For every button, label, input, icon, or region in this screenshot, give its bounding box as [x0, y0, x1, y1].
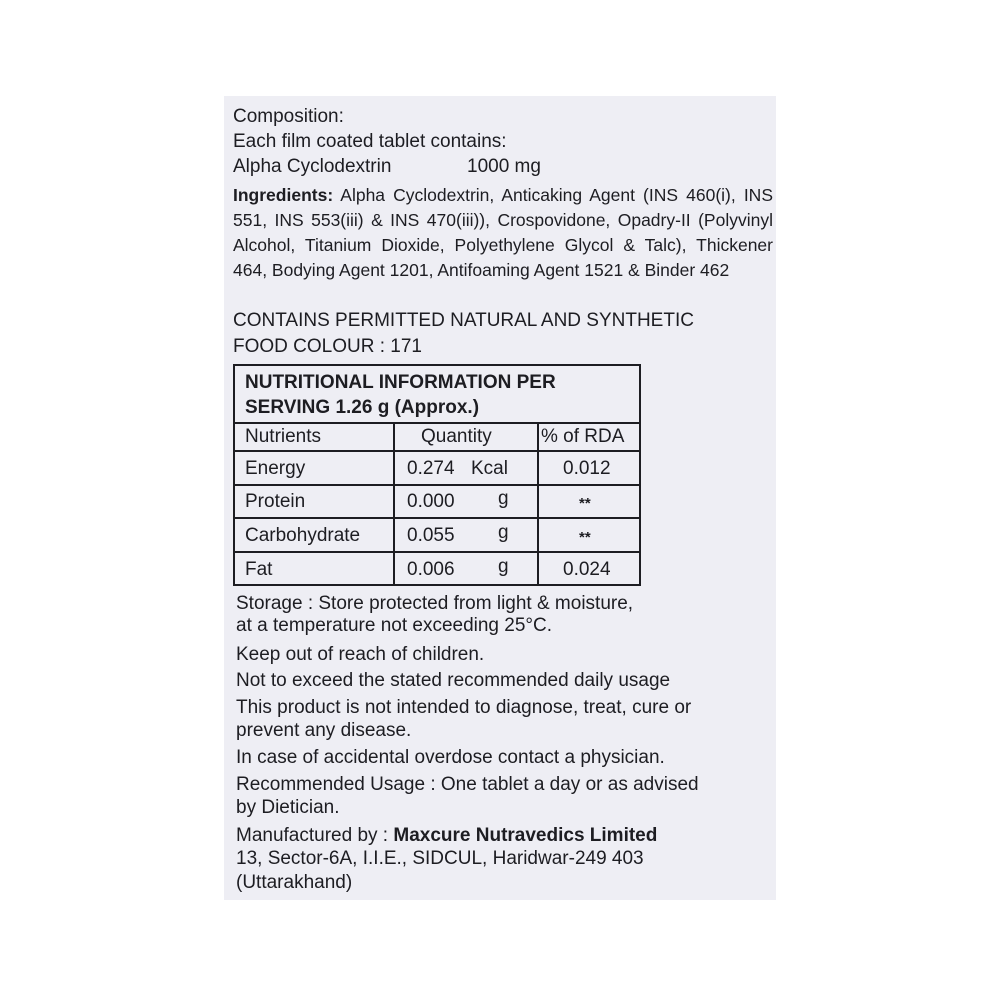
nutrition-title-line2: SERVING 1.26 g (Approx.)	[245, 397, 480, 418]
ingredients-label: Ingredients:	[233, 185, 334, 205]
ingredients-paragraph	[233, 183, 773, 283]
nutrient-value: 0.000	[407, 491, 455, 512]
usage-line2: by Dietician.	[236, 797, 340, 818]
manufacturer-address-line1: 13, Sector-6A, I.I.E., SIDCUL, Haridwar-249 403	[236, 848, 644, 869]
composition-heading: Composition:	[233, 106, 344, 127]
nutrient-value: 0.006	[407, 559, 455, 580]
nutrition-title-line1: NUTRITIONAL INFORMATION PER	[245, 372, 556, 393]
colour-notice-line2: FOOD COLOUR : 171	[233, 336, 422, 357]
colour-notice-line1: CONTAINS PERMITTED NATURAL AND SYNTHETIC	[233, 310, 694, 331]
table-rule	[235, 422, 639, 424]
table-rule	[235, 484, 639, 486]
warning-overdose: In case of accidental overdose contact a physician.	[236, 747, 665, 768]
disclaimer-line1: This product is not intended to diagnose, treat, cure or	[236, 697, 692, 718]
nutrient-value: 0.055	[407, 525, 455, 546]
disclaimer-line2: prevent any disease.	[236, 720, 412, 741]
label-panel	[224, 96, 776, 900]
header-nutrients: Nutrients	[245, 426, 322, 447]
nutrient-rda: **	[579, 495, 591, 512]
table-column-rule	[537, 422, 539, 586]
manufacturer-label: Manufactured by :	[236, 825, 394, 846]
table-rule	[235, 551, 639, 553]
composition-ingredient-amount: 1000 mg	[467, 156, 541, 177]
ingredients-text: Alpha Cyclodextrin, Anticaking Agent (INS 460(i), INS 551, INS 553(iii) & INS 470(iii)), Crospovidone, Opadry-II (Polyvinyl Alcohol, Titanium Dioxide, Polyethylene Glycol & Talc), Thickener 464, Bodying Agent 1201, Antifoaming Agent 1521 & Binder 462	[233, 185, 773, 280]
nutrition-title	[245, 370, 556, 420]
composition-each-tablet: Each film coated tablet contains:	[233, 131, 507, 152]
table-rule	[235, 450, 639, 452]
storage-line2: at a temperature not exceeding 25°C.	[236, 615, 553, 636]
table-column-rule	[393, 422, 395, 586]
warning-daily-usage: Not to exceed the stated recommended daily usage	[236, 670, 671, 691]
header-quantity: Quantity	[421, 426, 492, 447]
nutrient-name: Protein	[245, 491, 306, 512]
nutrient-name: Energy	[245, 458, 306, 479]
header-rda: % of RDA	[541, 426, 625, 447]
manufacturer-name: Maxcure Nutravedics Limited	[393, 825, 658, 846]
storage-line1: Storage : Store protected from light & moisture,	[236, 593, 634, 614]
manufacturer-line	[236, 825, 657, 847]
nutrient-rda: **	[579, 529, 591, 546]
manufacturer-address-line2: (Uttarakhand)	[236, 872, 353, 893]
table-rule	[235, 517, 639, 519]
usage-line1: Recommended Usage : One tablet a day or as advised	[236, 774, 699, 795]
nutrient-unit: g	[498, 488, 509, 509]
nutrient-unit: g	[498, 556, 509, 577]
nutrient-unit: g	[498, 522, 509, 543]
composition-ingredient-name: Alpha Cyclodextrin	[233, 156, 392, 177]
nutrient-rda: 0.024	[563, 559, 611, 580]
warning-children: Keep out of reach of children.	[236, 644, 485, 665]
nutrient-name: Carbohydrate	[245, 525, 361, 546]
nutrition-table	[233, 364, 641, 586]
nutrient-name: Fat	[245, 559, 273, 580]
nutrient-value: 0.274	[407, 458, 455, 479]
nutrient-unit: Kcal	[471, 458, 508, 479]
nutrient-rda: 0.012	[563, 458, 611, 479]
